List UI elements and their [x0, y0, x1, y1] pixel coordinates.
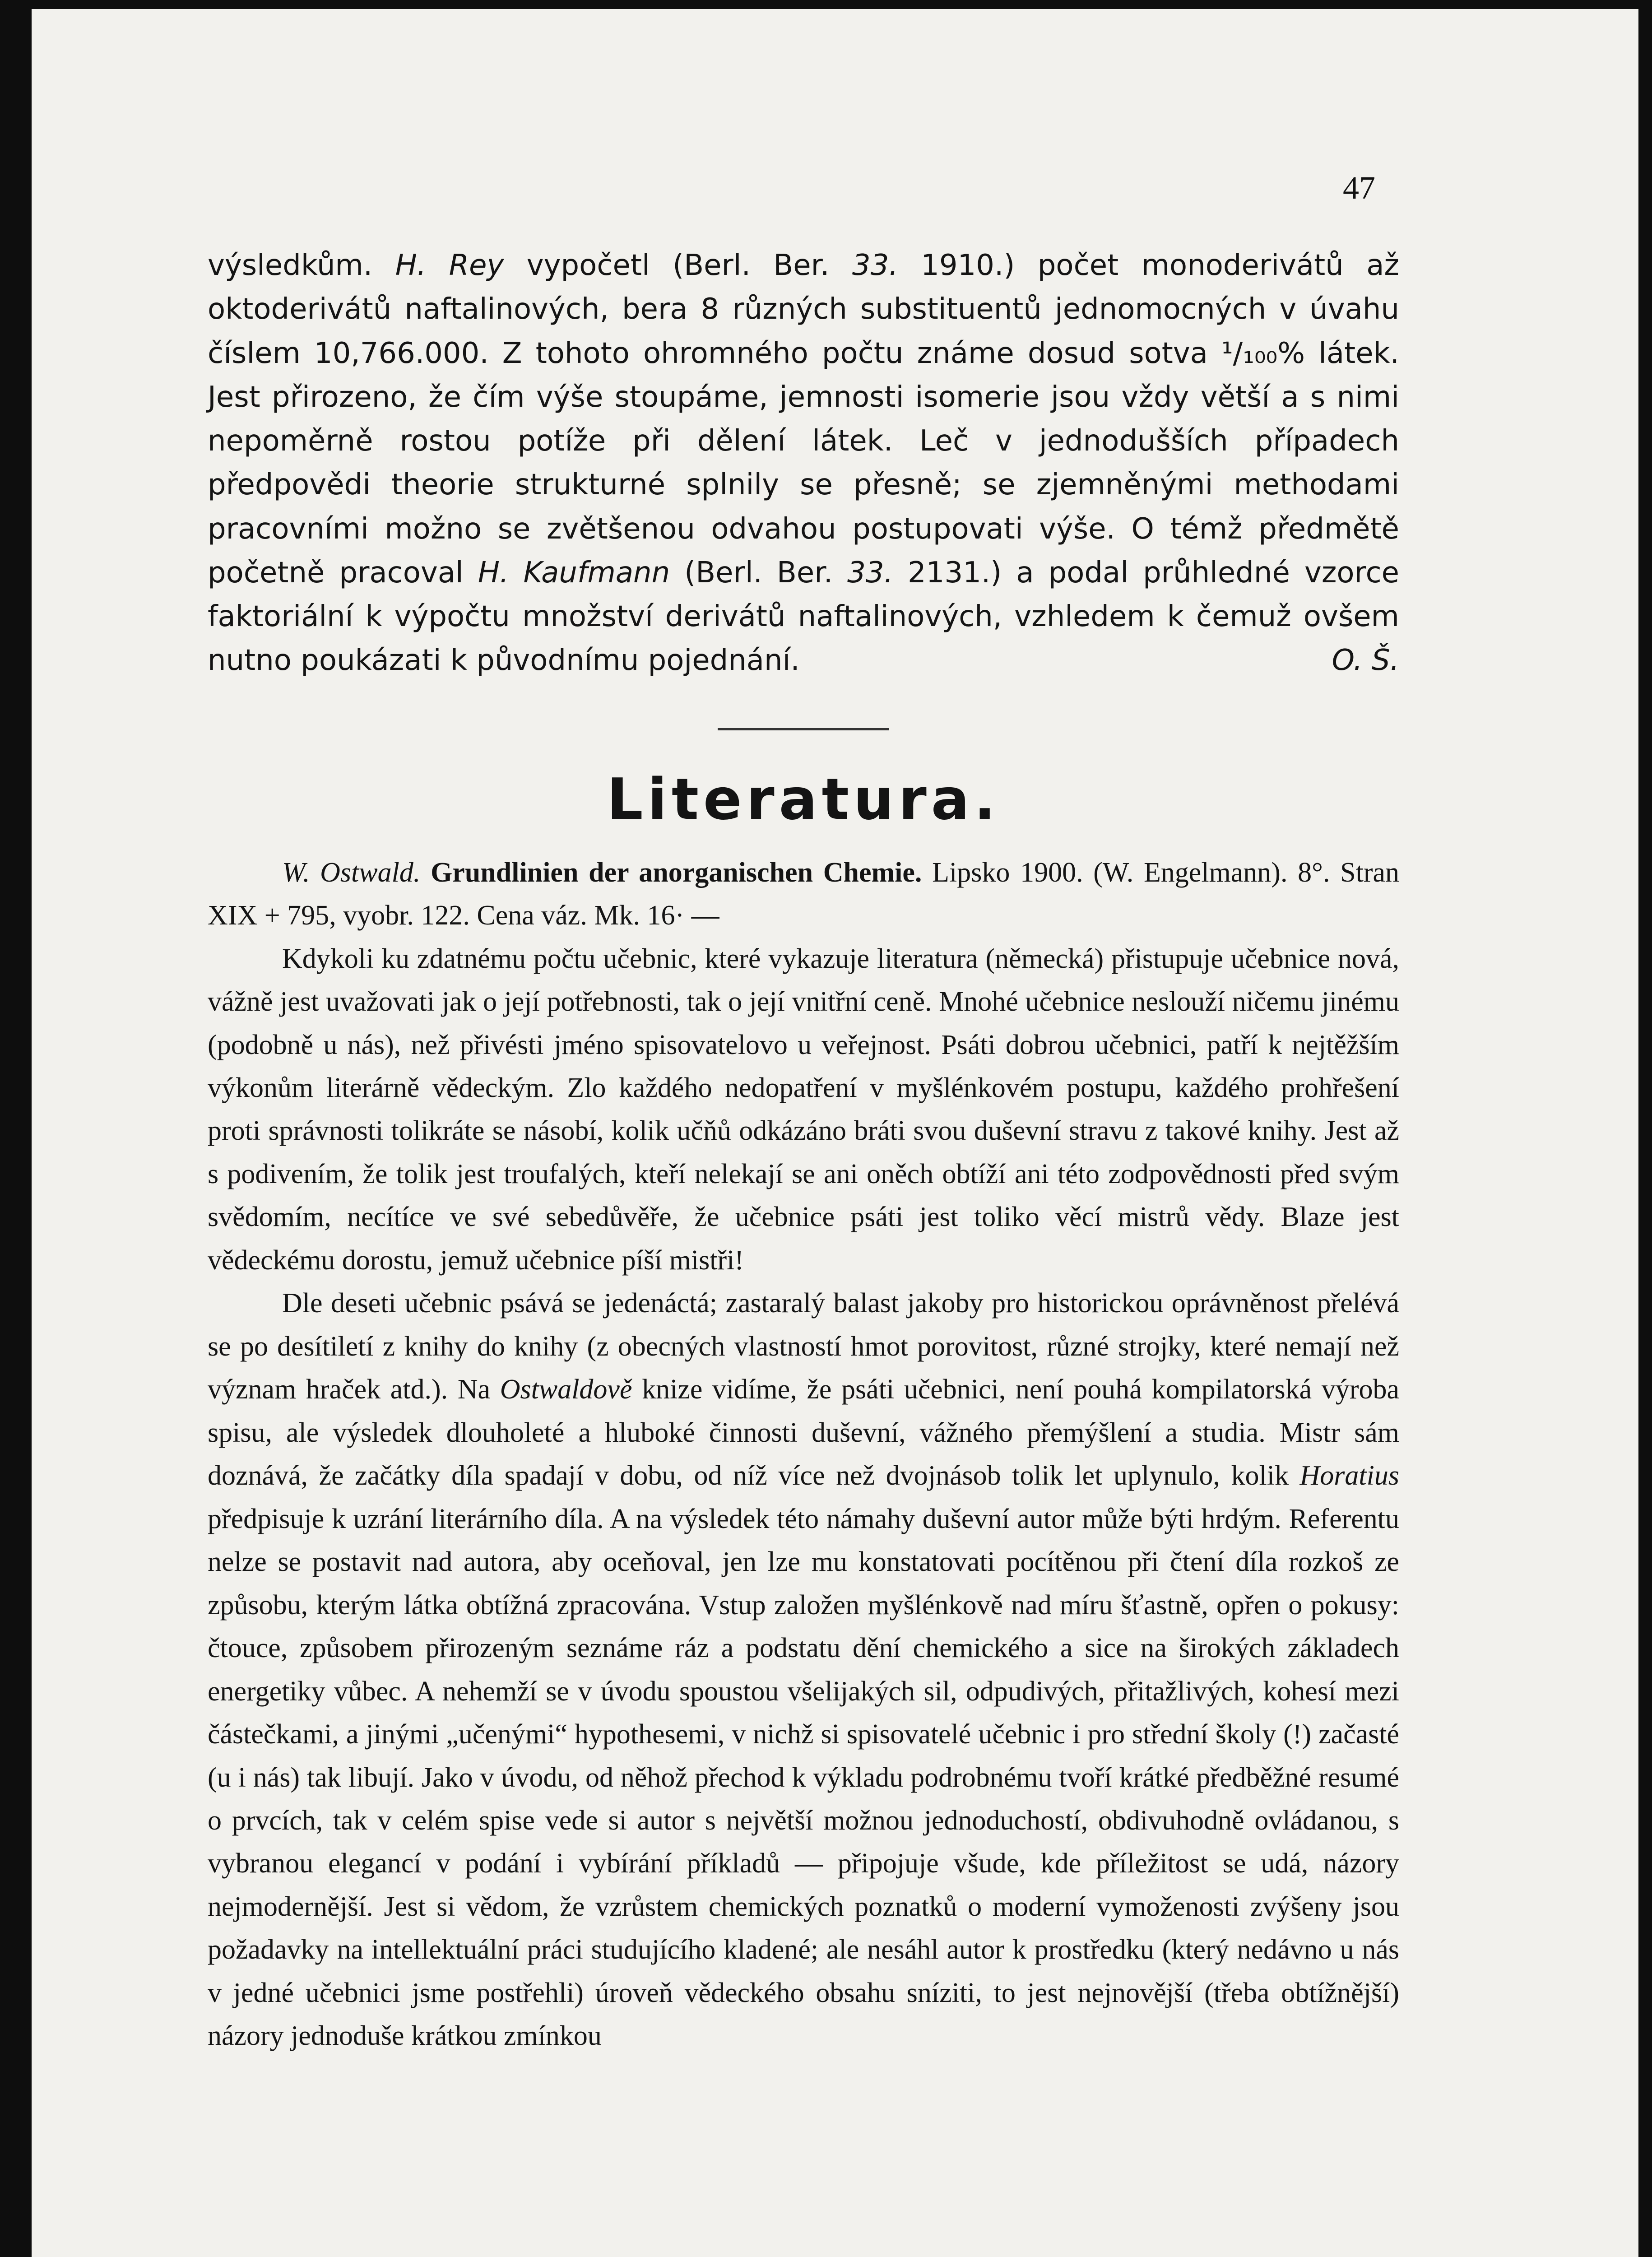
review-author: W. Ostwald. [282, 857, 421, 888]
page-sheet [32, 9, 1638, 2257]
author-name: H. Kaufmann [478, 556, 670, 590]
intro-paragraph [208, 244, 1399, 683]
page-number: 47 [1343, 170, 1375, 206]
intro-text: vypočetl (Berl. Ber. [504, 249, 852, 282]
review-book-title: Grundlinien der anorganischen Chemie. [431, 857, 922, 888]
review-citation-details: Lipsko 1900. (W. Engelmann). 8°. Stran XIX + 795, vyobr. 122. Cena váz. Mk. 16· — [208, 857, 1400, 931]
section-title: Literatura. [607, 766, 1000, 832]
review-text: předpisuje k uzrání literárního díla. A na výsledek této námahy duševní autor může býti hrdým. Referentu nelze se postavit nad autora, aby oceňoval, jen lze mu konstatovati pocítěnou při čtení díla rozkoš ze způsobu, kterým látka obtížná zpracována. Vstup založen myšlénkově nad míru šťastně, opřen o pokusy: čtouce, způsobem přirozeným seznáme ráz a podstatu dění chemického a sice na širokých základech energetiky vůbec. A nehemží se v úvodu spoustou všelijakých sil, odpudivých, přitažlivých, kohesí mezi částečkami, a jinými „učenými“ hypothesemi, v nichž si spisovatelé učebnic i pro střední školy (!) začasté (u i nás) tak libují. Jako v úvodu, od něhož přechod k výkladu podrobnému tvoří krátké předběžné resumé o prvcích, tak v celém spise vede si autor s největší možnou jednoduchostí, obdivuhodně ovládanou, s vybranou elegancí v podání i vybírání příkladů — připojuje všude, kde příležitost se udá, názory nejmodernější. Jest si vědom, že vzrůstem chemických poznatků o moderní vymoženosti zvýšeny jsou požadavky na intellektuální práci studujícího kladené; ale nesáhl autor k prostředku (který nedávno u nás v jedné učebnici jsme postřehli) úroveň vědeckého obsahu sníziti, to jest nejnovější (třeba obtížnější) názory jednoduše krátkou zmínkou [208, 1503, 1399, 2052]
intro-text: (Berl. Ber. [670, 556, 848, 590]
author-name: H. Rey [395, 249, 504, 282]
review-text: knize vidíme, že psáti učebnici, není pouhá kompilatorská výroba spisu, ale výsledek dlouholeté a hluboké činnosti duševní, vážného přemýšlení a studia. Mistr sám doznává, že začátky díla spadají v dobu, od níž více než dvojnásob tolik let uplynulo, kolik [208, 1374, 1399, 1491]
review-paragraph-1: Kdykoli ku zdatnému počtu učebnic, které vykazuje literatura (německá) přistupuje učebnice nová, vážně jest uvažovati jak o její potřebnosti, tak o její vnitřní ceně. Mnohé učebnice neslouží ničemu jinému (podobně u nás), než přivésti jméno spisovatelovo u veřejnost. Psáti dobrou učebnici, patří k nejtěžším výkonům literárně vědeckým. Zlo každého nedopatření v myšlénkovém postupu, každého prohřešení proti správnosti tolikráte se násobí, kolik učňů odkázáno bráti svou duševní stravu z takové knihy. Jest až s podivením, že tolik jest troufalých, kteří nelekají se ani oněch obtíží ani této zodpovědnosti před svým svědomím, necítíce ve své sebedůvěře, že učebnice psáti jest toliko věcí mistrů vědy. Blaze jest vědeckému dorostu, jemuž učebnice píší mistři! [208, 943, 1399, 1276]
intro-text: 1910.) počet monoderivátů až oktoderivátů naftalinových, bera 8 různých substituentů jednomocných v úvahu číslem 10,766.000. Z tohoto ohromného počtu známe dosud sotva ¹/₁₀₀% látek. Jest přirozeno, že čím výše stoupáme, jemnosti isomerie jsou vždy větší a s nimi nepoměrně rostou potíže při dělení látek. Leč v jednodušších případech předpovědi theorie strukturné splnily se přesně; se zjemněnými methodami pracovními možno se zvětšenou odvahou postupovati výše. O témž předmětě početně pracoval [208, 249, 1400, 590]
volume-number: 33. [847, 556, 893, 590]
section-divider [718, 728, 889, 730]
review-text: Dle deseti učebnic psává se jedenáctá; zastaralý balast jakoby pro historickou oprávněnost přelévá se po desítiletí z knihy do knihy (z obecných vlastností hmot porovitost, různé strojky, které nemají než význam hraček atd.). Na [208, 1288, 1399, 1405]
page-text [208, 244, 1399, 2058]
review-emphasis: Ostwaldově [500, 1374, 632, 1405]
intro-text: 2131.) a podal průhledné vzorce faktoriální k výpočtu množství derivátů naftalinových, vzhledem k čemuž ovšem nutno poukázati k původnímu pojednání. [208, 556, 1400, 678]
review-paragraph-2 [208, 1282, 1399, 2057]
author-signature: O. Š. [1332, 644, 1399, 678]
review-emphasis: Horatius [1299, 1460, 1399, 1491]
intro-text: výsledkům. [208, 249, 395, 282]
volume-number: 33. [852, 249, 898, 282]
review-citation [208, 851, 1399, 938]
